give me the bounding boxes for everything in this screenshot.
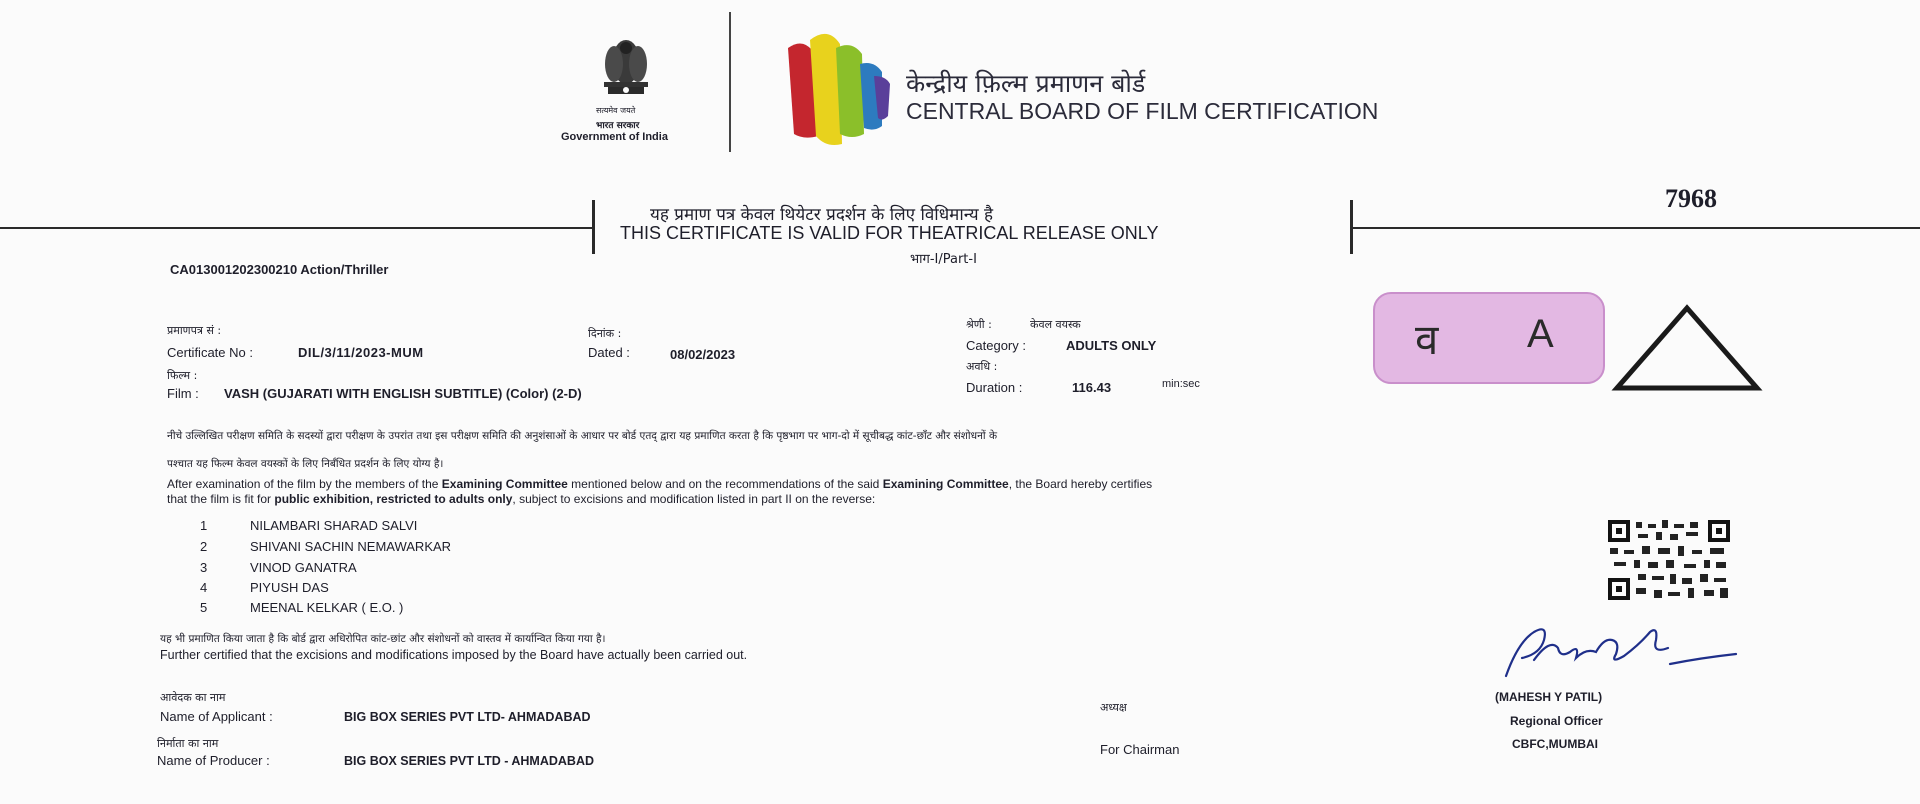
producer-label-hindi: निर्माता का नाम [157,737,219,750]
category-label-hindi: श्रेणी : [966,318,992,331]
body-en-2a: that the film is fit for [167,492,275,506]
body-en-2c: , subject to excisions and modification listed in part II on the reverse: [512,492,876,506]
gov-english: Government of India [561,131,668,143]
duration-label-hindi: अवधि : [966,360,998,373]
signatory-title: Regional Officer [1510,714,1603,728]
body-en-1d: Examining Committee [882,477,1009,491]
producer-value: BIG BOX SERIES PVT LTD - AHMADABAD [344,754,595,768]
cert-no-value: DIL/3/11/2023-MUM [298,345,424,360]
film-value: VASH (GUJARATI WITH ENGLISH SUBTITLE) (Color) (2-D) [224,386,582,401]
qr-code-icon [1608,520,1730,600]
body-hindi-line1: नीचे उल्लिखित परीक्षण समिति के सदस्यों द्वारा परीक्षण के उपरांत तथा इस परीक्षण समिति की अनुशंसाओं के आधार पर बोर्ड एतद् द्वारा यह प्रमाणित करता है कि पृष्ठभाग पर भाग-दो में सूचीबद्ध कांट-छाँट और संशोधनों के [167,430,998,442]
signatory-name: (MAHESH Y PATIL) [1495,690,1603,704]
banner-left-rule [0,227,592,229]
serial-number: 7968 [1665,184,1717,213]
header-divider [729,12,731,152]
emblem-motto: सत्यमेव जयते [596,106,636,115]
category-label: Category : [966,338,1026,353]
body-en-2b: public exhibition, restricted to adults only [274,492,513,506]
date-label-hindi: दिनांक : [588,327,622,340]
applicant-label-hindi: आवेदक का नाम [160,691,226,704]
board-title-english: CENTRAL BOARD OF FILM CERTIFICATION [906,98,1379,124]
committee-num: 4 [200,580,208,595]
signature-graphic [1500,618,1740,682]
chairman-english: For Chairman [1100,742,1180,757]
body-english-line2 [167,492,875,506]
duration-unit: min:sec [1162,378,1200,390]
cert-no-label: Certificate No : [167,345,253,360]
applicant-value: BIG BOX SERIES PVT LTD- AHMADABAD [344,710,591,724]
committee-num: 5 [200,600,208,615]
body-english-line1 [167,477,1152,491]
committee-name: MEENAL KELKAR ( E.O. ) [250,600,404,615]
banner-right-rule [1353,227,1920,229]
body-en-1a: After examination of the film by the members of the [167,477,442,491]
body-hindi-line2: पश्चात यह फिल्म केवल वयस्कों के लिए निर्बंधित प्रदर्शन के लिए योग्य है। [167,458,444,470]
producer-label: Name of Producer : [157,753,270,768]
board-title-hindi: केन्द्रीय फ़िल्म प्रमाणन बोर्ड [906,69,1146,98]
reference-code: CA013001202300210 Action/Thriller [170,262,389,277]
rating-triangle-icon [1611,302,1763,394]
duration-value: 116.43 [1072,380,1112,395]
applicant-label: Name of Applicant : [160,709,273,724]
date-label: Dated : [588,345,630,360]
category-value: ADULTS ONLY [1066,338,1157,353]
committee-name: VINOD GANATRA [250,560,357,575]
banner-left-tick [592,200,595,254]
committee-num: 3 [200,560,208,575]
film-label-hindi: फिल्म : [167,369,198,382]
rating-badge-hindi: व [1415,315,1439,364]
body-en-1e: , the Board hereby certifies [1008,477,1153,491]
rating-badge [1373,292,1605,384]
category-value-hindi: केवल वयस्क [1030,318,1081,331]
further-hindi: यह भी प्रमाणित किया जाता है कि बोर्ड द्वारा अधिरोपित कांट-छांट और संशोधनों को वास्तव में कार्यान्वित किया गया है। [160,633,606,645]
cert-no-label-hindi: प्रमाणपत्र सं : [167,324,222,337]
further-english: Further certified that the excisions and modifications imposed by the Board have actually been carried out. [160,648,748,662]
cbfc-logo-icon [782,18,892,146]
rating-badge-english: A [1527,312,1554,356]
body-en-1b: Examining Committee [441,477,568,491]
validity-english: THIS CERTIFICATE IS VALID FOR THEATRICAL RELEASE ONLY [620,223,1159,243]
signatory-office: CBFC,MUMBAI [1512,737,1598,751]
film-label: Film : [167,386,199,401]
date-value: 08/02/2023 [670,347,736,362]
committee-num: 2 [200,539,208,554]
committee-num: 1 [200,518,208,533]
chairman-hindi: अध्यक्ष [1100,701,1127,714]
committee-name: NILAMBARI SHARAD SALVI [250,518,418,533]
body-en-1c: mentioned below and on the recommendations of the said [567,477,883,491]
gov-hindi: भारत सरकार [596,121,640,131]
committee-name: PIYUSH DAS [250,580,329,595]
validity-hindi: यह प्रमाण पत्र केवल थियेटर प्रदर्शन के लिए विधिमान्य है [650,205,994,225]
duration-label: Duration : [966,380,1023,395]
committee-name: SHIVANI SACHIN NEMAWARKAR [250,539,452,554]
ashoka-emblem-icon [590,28,662,108]
validity-part: भाग-I/Part-I [910,252,977,267]
